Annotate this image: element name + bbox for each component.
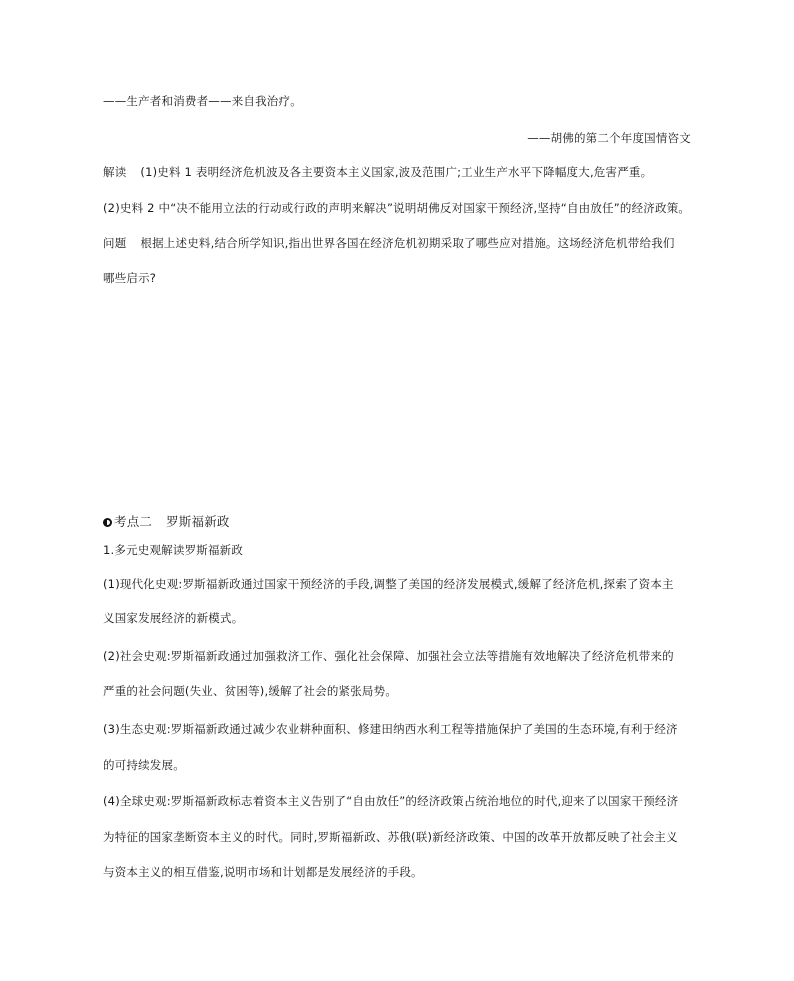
point-2-line-2: 严重的社会问题(失业、贫困等),缓解了社会的紧张局势。 (103, 684, 398, 698)
point-1-line-2: 义国家发展经济的新模式。 (103, 611, 244, 625)
question-label: 问题 (103, 236, 127, 250)
question-line-1 (103, 235, 675, 251)
section-title: 罗斯福新政 (166, 514, 230, 529)
point-2-line-1: (2)社会史观:罗斯福新政通过加强救济工作、强化社会保障、加强社会立法等措施有效地解决了经济危机带来的 (103, 649, 674, 663)
section-heading (103, 514, 230, 530)
section-subheading: 1.多元史观解读罗斯福新政 (103, 543, 244, 557)
point-4-line-3: 与资本主义的相互借鉴,说明市场和计划都是发展经济的手段。 (103, 865, 423, 879)
quote-attribution: ——胡佛的第二个年度国情咨文 (527, 131, 691, 145)
section-title-prefix: 考点二 (114, 514, 153, 529)
quote-line: ——生产者和消费者——来自我治疗。 (103, 94, 302, 108)
question-line-2: 哪些启示? (103, 271, 157, 285)
section-bullet-icon (103, 518, 112, 527)
point-3-line-2: 的可持续发展。 (103, 758, 185, 772)
point-3-line-1: (3)生态史观:罗斯福新政通过减少农业耕种面积、修建田纳西水利工程等措施保护了美国的生态环境,有利于经济 (103, 722, 678, 736)
interpretation-item-2: (2)史料 2 中“决不能用立法的行动或行政的声明来解决”说明胡佛反对国家干预经济,坚持“自由放任”的经济政策。 (103, 201, 691, 215)
point-4-line-1: (4)全球史观:罗斯福新政标志着资本主义告别了“自由放任”的经济政策占统治地位的时代,迎来了以国家干预经济 (103, 794, 679, 808)
point-4-line-2: 为特征的国家垄断资本主义的时代。同时,罗斯福新政、苏俄(联)新经济政策、中国的改革开放都反映了社会主义 (103, 830, 678, 844)
point-1-line-1: (1)现代化史观:罗斯福新政通过国家干预经济的手段,调整了美国的经济发展模式,缓解了经济危机,探索了资本主 (103, 577, 674, 591)
question-text-1: 根据上述史料,结合所学知识,指出世界各国在经济危机初期采取了哪些应对措施。这场经济危机带给我们 (140, 236, 675, 250)
interpretation-text-1: (1)史料 1 表明经济危机波及各主要资本主义国家,波及范围广;工业生产水平下降幅度大,危害严重。 (140, 165, 653, 179)
interpretation-item-1 (103, 164, 652, 180)
interpretation-label: 解读 (103, 165, 127, 179)
